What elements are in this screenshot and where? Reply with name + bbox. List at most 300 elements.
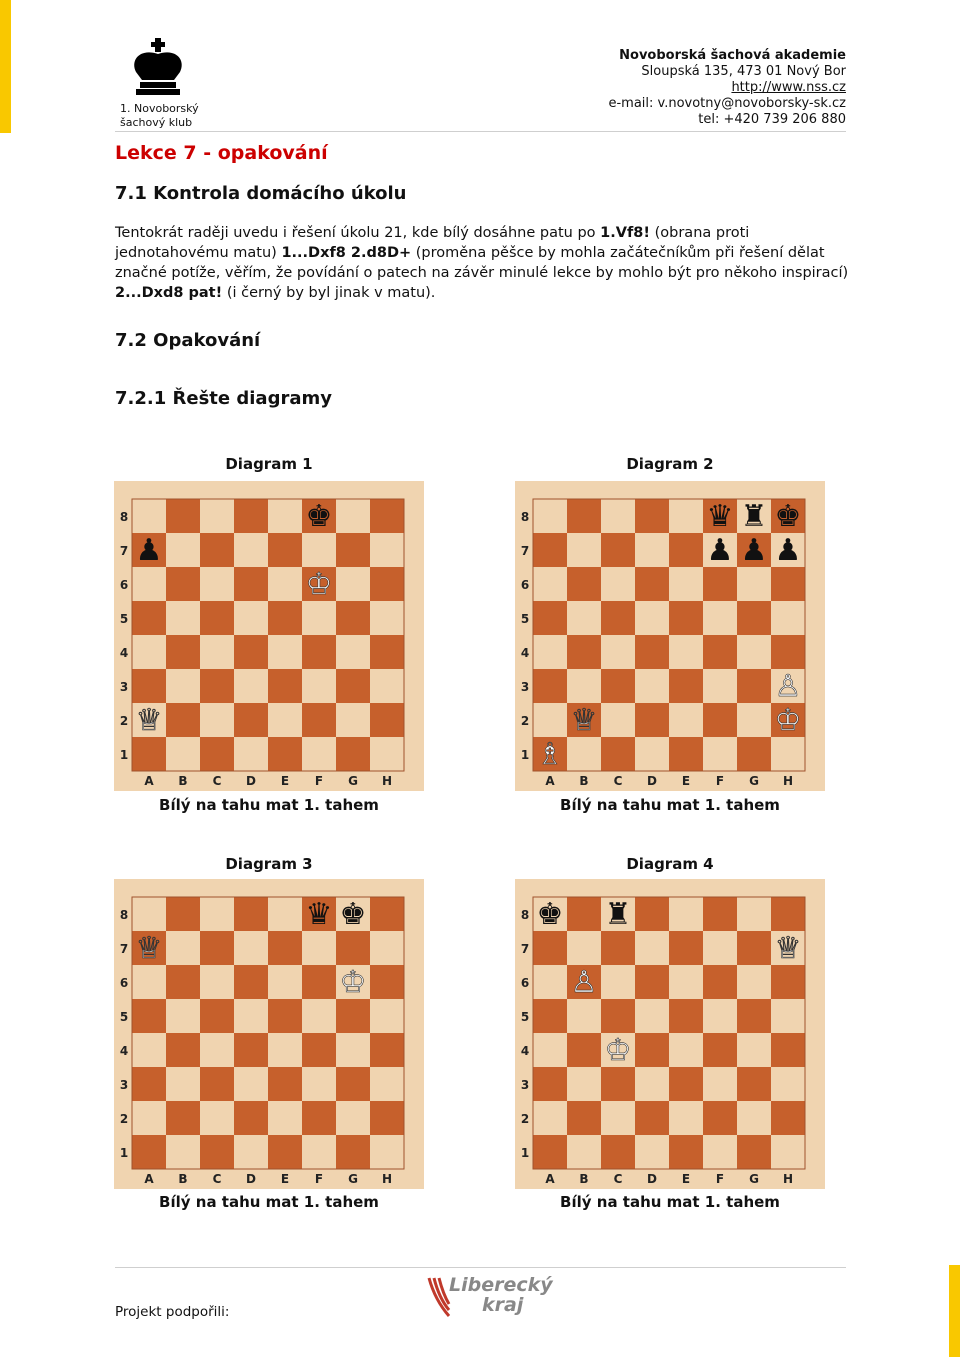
board-square xyxy=(370,999,404,1033)
board-square xyxy=(166,635,200,669)
board-square xyxy=(533,601,567,635)
rank-label: 7 xyxy=(119,942,129,956)
chess-piece-white: ♙ xyxy=(774,669,802,704)
chess-piece-black: ♟ xyxy=(740,533,768,568)
board-square xyxy=(703,601,737,635)
board-square xyxy=(567,1101,601,1135)
board-square xyxy=(336,601,370,635)
board-square xyxy=(370,1135,404,1169)
board-square xyxy=(601,499,635,533)
board-square xyxy=(533,931,567,965)
rank-label: 2 xyxy=(119,1112,129,1126)
org-name: Novoborská šachová akademie xyxy=(619,48,846,63)
board-square xyxy=(302,1135,336,1169)
board-square xyxy=(370,499,404,533)
board-square xyxy=(234,669,268,703)
chess-piece-black: ♛ xyxy=(706,499,734,534)
board-square xyxy=(771,601,805,635)
board-square xyxy=(533,499,567,533)
board-square xyxy=(601,1067,635,1101)
file-label: D xyxy=(647,774,657,788)
board-square xyxy=(200,1135,234,1169)
board-square xyxy=(370,635,404,669)
chess-piece-black: ♚ xyxy=(536,897,564,932)
board-square xyxy=(200,533,234,567)
board-square xyxy=(200,1067,234,1101)
board-square xyxy=(200,669,234,703)
file-label: H xyxy=(381,1172,393,1186)
section-1-paragraph xyxy=(115,223,850,303)
board-square xyxy=(302,737,336,771)
board-square xyxy=(370,1033,404,1067)
board-square xyxy=(200,499,234,533)
file-label: B xyxy=(178,774,188,788)
diagram-4-title: Diagram 4 xyxy=(626,855,714,873)
board-square xyxy=(200,897,234,931)
board-square xyxy=(737,999,771,1033)
board-square xyxy=(771,737,805,771)
chess-piece-white: ♕ xyxy=(570,703,598,738)
move-2: 1...Dxf8 2.d8D+ xyxy=(281,245,412,261)
file-label: C xyxy=(613,774,623,788)
rank-label: 4 xyxy=(520,646,530,660)
rank-label: 3 xyxy=(119,680,129,694)
board-square xyxy=(370,1101,404,1135)
board-square xyxy=(771,897,805,931)
board-square xyxy=(737,737,771,771)
board-square xyxy=(302,635,336,669)
diagram-1-caption: Bílý na tahu mat 1. tahem xyxy=(159,796,379,814)
diagram-4-caption: Bílý na tahu mat 1. tahem xyxy=(560,1193,780,1211)
file-label: F xyxy=(715,1172,725,1186)
board-square xyxy=(132,669,166,703)
board-square xyxy=(601,601,635,635)
board-square xyxy=(370,737,404,771)
diagram-2-board xyxy=(515,481,825,791)
rank-label: 2 xyxy=(520,1112,530,1126)
diagram-2-title: Diagram 2 xyxy=(626,455,714,473)
board-square xyxy=(268,931,302,965)
board-square xyxy=(567,533,601,567)
diagram-3-board xyxy=(114,879,424,1189)
board-square xyxy=(771,1033,805,1067)
board-square xyxy=(132,737,166,771)
board-square xyxy=(669,533,703,567)
para-text-2: (obrana proti jednotahovému matu) xyxy=(115,225,750,261)
rank-label: 8 xyxy=(119,908,129,922)
board-square xyxy=(533,999,567,1033)
file-label: D xyxy=(246,1172,256,1186)
board-square xyxy=(737,1101,771,1135)
board-square xyxy=(703,1101,737,1135)
board-square xyxy=(234,499,268,533)
board-square xyxy=(635,567,669,601)
rank-label: 1 xyxy=(520,748,530,762)
king-logo-icon xyxy=(130,38,186,96)
board-square xyxy=(601,567,635,601)
board-square xyxy=(336,1135,370,1169)
section-3-heading: 7.2.1 Řešte diagramy xyxy=(115,388,332,409)
board-square xyxy=(200,601,234,635)
rank-label: 3 xyxy=(119,1078,129,1092)
board-square xyxy=(132,965,166,999)
board-square xyxy=(166,965,200,999)
file-label: E xyxy=(681,1172,691,1186)
file-label: C xyxy=(212,774,222,788)
rank-label: 7 xyxy=(520,544,530,558)
rank-label: 6 xyxy=(520,976,530,990)
board-square xyxy=(234,1067,268,1101)
board-square xyxy=(703,703,737,737)
board-square xyxy=(703,1033,737,1067)
board-square xyxy=(302,965,336,999)
board-square xyxy=(166,897,200,931)
lesson-title: Lekce 7 - opakování xyxy=(115,142,328,164)
board-square xyxy=(533,567,567,601)
board-square xyxy=(336,567,370,601)
board-square xyxy=(737,1135,771,1169)
board-square xyxy=(703,635,737,669)
rank-label: 4 xyxy=(520,1044,530,1058)
board-square xyxy=(601,999,635,1033)
board-square xyxy=(567,999,601,1033)
board-square xyxy=(601,737,635,771)
board-square xyxy=(635,999,669,1033)
board-square xyxy=(234,965,268,999)
board-square xyxy=(669,897,703,931)
board-square xyxy=(268,601,302,635)
board-square xyxy=(567,1135,601,1169)
diagram-3-title: Diagram 3 xyxy=(225,855,313,873)
diagram-4-board xyxy=(515,879,825,1189)
board-square xyxy=(166,737,200,771)
board-square xyxy=(737,635,771,669)
rank-label: 3 xyxy=(520,1078,530,1092)
rank-label: 4 xyxy=(119,1044,129,1058)
board-square xyxy=(737,897,771,931)
board-square xyxy=(533,533,567,567)
rank-label: 5 xyxy=(520,1010,530,1024)
board-square xyxy=(166,533,200,567)
rank-label: 3 xyxy=(520,680,530,694)
board-square xyxy=(669,1135,703,1169)
board-square xyxy=(268,669,302,703)
chess-piece-white: ♗ xyxy=(536,737,564,772)
section-1-heading: 7.1 Kontrola domácího úkolu xyxy=(115,183,407,204)
board-square xyxy=(669,635,703,669)
rank-label: 2 xyxy=(119,714,129,728)
board-square xyxy=(132,635,166,669)
file-label: F xyxy=(314,774,324,788)
move-1: 1.Vf8! xyxy=(600,225,650,241)
board-square xyxy=(737,669,771,703)
board-square xyxy=(533,1067,567,1101)
board-square xyxy=(370,533,404,567)
board-square xyxy=(601,931,635,965)
board-square xyxy=(166,703,200,737)
board-square xyxy=(635,499,669,533)
board-square xyxy=(669,737,703,771)
board-square xyxy=(635,1033,669,1067)
board-square xyxy=(567,737,601,771)
board-square xyxy=(370,1067,404,1101)
board-square xyxy=(533,1033,567,1067)
board-square xyxy=(200,999,234,1033)
board-square xyxy=(268,1101,302,1135)
section-2-heading: 7.2 Opakování xyxy=(115,330,261,351)
org-website-link[interactable]: http://www.nss.cz xyxy=(731,80,846,95)
board-square xyxy=(302,601,336,635)
board-square xyxy=(166,931,200,965)
board-square xyxy=(669,1033,703,1067)
chess-piece-black: ♜ xyxy=(604,897,632,932)
board-square xyxy=(302,999,336,1033)
file-label: H xyxy=(782,1172,794,1186)
board-square xyxy=(268,1135,302,1169)
file-label: B xyxy=(579,774,589,788)
board-square xyxy=(132,499,166,533)
board-square xyxy=(234,1033,268,1067)
chess-piece-black: ♛ xyxy=(305,897,333,932)
board-square xyxy=(635,931,669,965)
board-square xyxy=(771,965,805,999)
board-square xyxy=(336,1101,370,1135)
rank-label: 5 xyxy=(119,1010,129,1024)
board-square xyxy=(635,1101,669,1135)
file-label: G xyxy=(348,774,358,788)
chessboard-2 xyxy=(515,481,825,791)
board-square xyxy=(166,669,200,703)
contact-block xyxy=(608,48,846,128)
board-square xyxy=(703,897,737,931)
board-square xyxy=(200,1101,234,1135)
diagram-2-caption: Bílý na tahu mat 1. tahem xyxy=(560,796,780,814)
board-square xyxy=(234,1135,268,1169)
board-square xyxy=(703,1135,737,1169)
rank-label: 5 xyxy=(520,612,530,626)
chess-piece-black: ♚ xyxy=(339,897,367,932)
board-square xyxy=(669,703,703,737)
chess-piece-white: ♔ xyxy=(604,1033,632,1068)
board-square xyxy=(132,567,166,601)
file-label: A xyxy=(545,774,555,788)
board-square xyxy=(370,931,404,965)
board-square xyxy=(336,635,370,669)
board-square xyxy=(601,703,635,737)
board-square xyxy=(635,897,669,931)
rank-label: 6 xyxy=(520,578,530,592)
board-square xyxy=(669,499,703,533)
chessboard-1 xyxy=(114,481,424,791)
board-square xyxy=(635,965,669,999)
board-square xyxy=(669,999,703,1033)
file-label: H xyxy=(381,774,393,788)
yellow-accent-left xyxy=(0,0,11,133)
file-label: E xyxy=(280,1172,290,1186)
org-email[interactable]: e-mail: v.novotny@novoborsky-sk.cz xyxy=(608,96,846,111)
chess-piece-white: ♕ xyxy=(135,703,163,738)
board-square xyxy=(132,601,166,635)
board-square xyxy=(200,1033,234,1067)
board-square xyxy=(737,703,771,737)
board-square xyxy=(166,1033,200,1067)
board-square xyxy=(132,897,166,931)
board-square xyxy=(234,567,268,601)
board-square xyxy=(268,703,302,737)
logo-word-1: Liberecký xyxy=(449,1274,553,1296)
board-square xyxy=(302,669,336,703)
board-square xyxy=(132,1033,166,1067)
file-label: D xyxy=(647,1172,657,1186)
board-square xyxy=(166,567,200,601)
club-logo xyxy=(120,38,230,130)
file-label: H xyxy=(782,774,794,788)
board-square xyxy=(132,999,166,1033)
board-square xyxy=(635,737,669,771)
board-square xyxy=(336,499,370,533)
board-square xyxy=(601,669,635,703)
chess-piece-black: ♚ xyxy=(305,499,333,534)
board-square xyxy=(166,601,200,635)
board-square xyxy=(268,999,302,1033)
rank-label: 2 xyxy=(520,714,530,728)
board-square xyxy=(336,1067,370,1101)
board-square xyxy=(669,567,703,601)
board-square xyxy=(737,601,771,635)
rank-label: 1 xyxy=(119,1146,129,1160)
board-square xyxy=(635,703,669,737)
board-square xyxy=(567,931,601,965)
board-square xyxy=(302,931,336,965)
board-square xyxy=(132,1101,166,1135)
board-square xyxy=(601,635,635,669)
board-square xyxy=(166,1101,200,1135)
board-square xyxy=(234,601,268,635)
file-label: G xyxy=(749,1172,759,1186)
board-square xyxy=(166,499,200,533)
file-label: D xyxy=(246,774,256,788)
board-square xyxy=(669,601,703,635)
board-square xyxy=(268,533,302,567)
board-square xyxy=(234,897,268,931)
chess-piece-black: ♟ xyxy=(706,533,734,568)
rank-label: 4 xyxy=(119,646,129,660)
org-phone: tel: +420 739 206 880 xyxy=(698,112,846,127)
footer-sponsor-label: Projekt podpořili: xyxy=(115,1304,230,1320)
board-square xyxy=(567,1033,601,1067)
board-square xyxy=(234,703,268,737)
board-square xyxy=(635,1067,669,1101)
file-label: F xyxy=(715,774,725,788)
board-square xyxy=(132,1067,166,1101)
board-square xyxy=(200,567,234,601)
board-square xyxy=(567,635,601,669)
board-square xyxy=(771,999,805,1033)
file-label: A xyxy=(144,1172,154,1186)
chess-piece-black: ♟ xyxy=(135,533,163,568)
board-square xyxy=(234,737,268,771)
board-square xyxy=(268,567,302,601)
rank-label: 6 xyxy=(119,976,129,990)
board-square xyxy=(703,737,737,771)
board-square xyxy=(336,737,370,771)
diagram-1-board xyxy=(114,481,424,791)
board-square xyxy=(737,1067,771,1101)
rank-label: 1 xyxy=(119,748,129,762)
board-square xyxy=(234,635,268,669)
board-square xyxy=(268,499,302,533)
board-square xyxy=(635,1135,669,1169)
board-square xyxy=(567,897,601,931)
board-square xyxy=(166,999,200,1033)
board-square xyxy=(601,1135,635,1169)
chess-piece-white: ♕ xyxy=(135,931,163,966)
file-label: G xyxy=(749,774,759,788)
board-square xyxy=(635,601,669,635)
board-square xyxy=(771,567,805,601)
chess-piece-white: ♙ xyxy=(570,965,598,1000)
board-square xyxy=(234,533,268,567)
board-square xyxy=(567,499,601,533)
rank-label: 1 xyxy=(520,1146,530,1160)
board-square xyxy=(302,1033,336,1067)
board-square xyxy=(669,965,703,999)
board-square xyxy=(268,1033,302,1067)
diagram-1-title: Diagram 1 xyxy=(225,455,313,473)
board-square xyxy=(703,965,737,999)
board-square xyxy=(771,1135,805,1169)
header-divider xyxy=(115,131,846,132)
board-square xyxy=(370,703,404,737)
file-label: A xyxy=(545,1172,555,1186)
chess-piece-black: ♜ xyxy=(740,499,768,534)
board-square xyxy=(533,669,567,703)
board-square xyxy=(234,1101,268,1135)
board-square xyxy=(166,1135,200,1169)
board-square xyxy=(669,1067,703,1101)
board-square xyxy=(200,965,234,999)
file-label: E xyxy=(280,774,290,788)
board-square xyxy=(771,635,805,669)
board-square xyxy=(635,533,669,567)
rank-label: 8 xyxy=(119,510,129,524)
logo-text-line2: šachový klub xyxy=(120,116,193,129)
board-square xyxy=(533,965,567,999)
board-square xyxy=(533,703,567,737)
chessboard-3 xyxy=(114,879,424,1189)
board-square xyxy=(234,999,268,1033)
board-square xyxy=(336,931,370,965)
rank-label: 8 xyxy=(520,510,530,524)
board-square xyxy=(302,703,336,737)
board-square xyxy=(268,1067,302,1101)
board-square xyxy=(370,669,404,703)
board-square xyxy=(302,533,336,567)
board-square xyxy=(132,1135,166,1169)
board-square xyxy=(234,931,268,965)
board-square xyxy=(533,1135,567,1169)
chess-piece-white: ♕ xyxy=(774,931,802,966)
board-square xyxy=(268,897,302,931)
board-square xyxy=(336,999,370,1033)
file-label: B xyxy=(178,1172,188,1186)
rank-label: 5 xyxy=(119,612,129,626)
board-square xyxy=(567,601,601,635)
board-square xyxy=(166,1067,200,1101)
diagram-3-caption: Bílý na tahu mat 1. tahem xyxy=(159,1193,379,1211)
board-square xyxy=(370,965,404,999)
file-label: G xyxy=(348,1172,358,1186)
